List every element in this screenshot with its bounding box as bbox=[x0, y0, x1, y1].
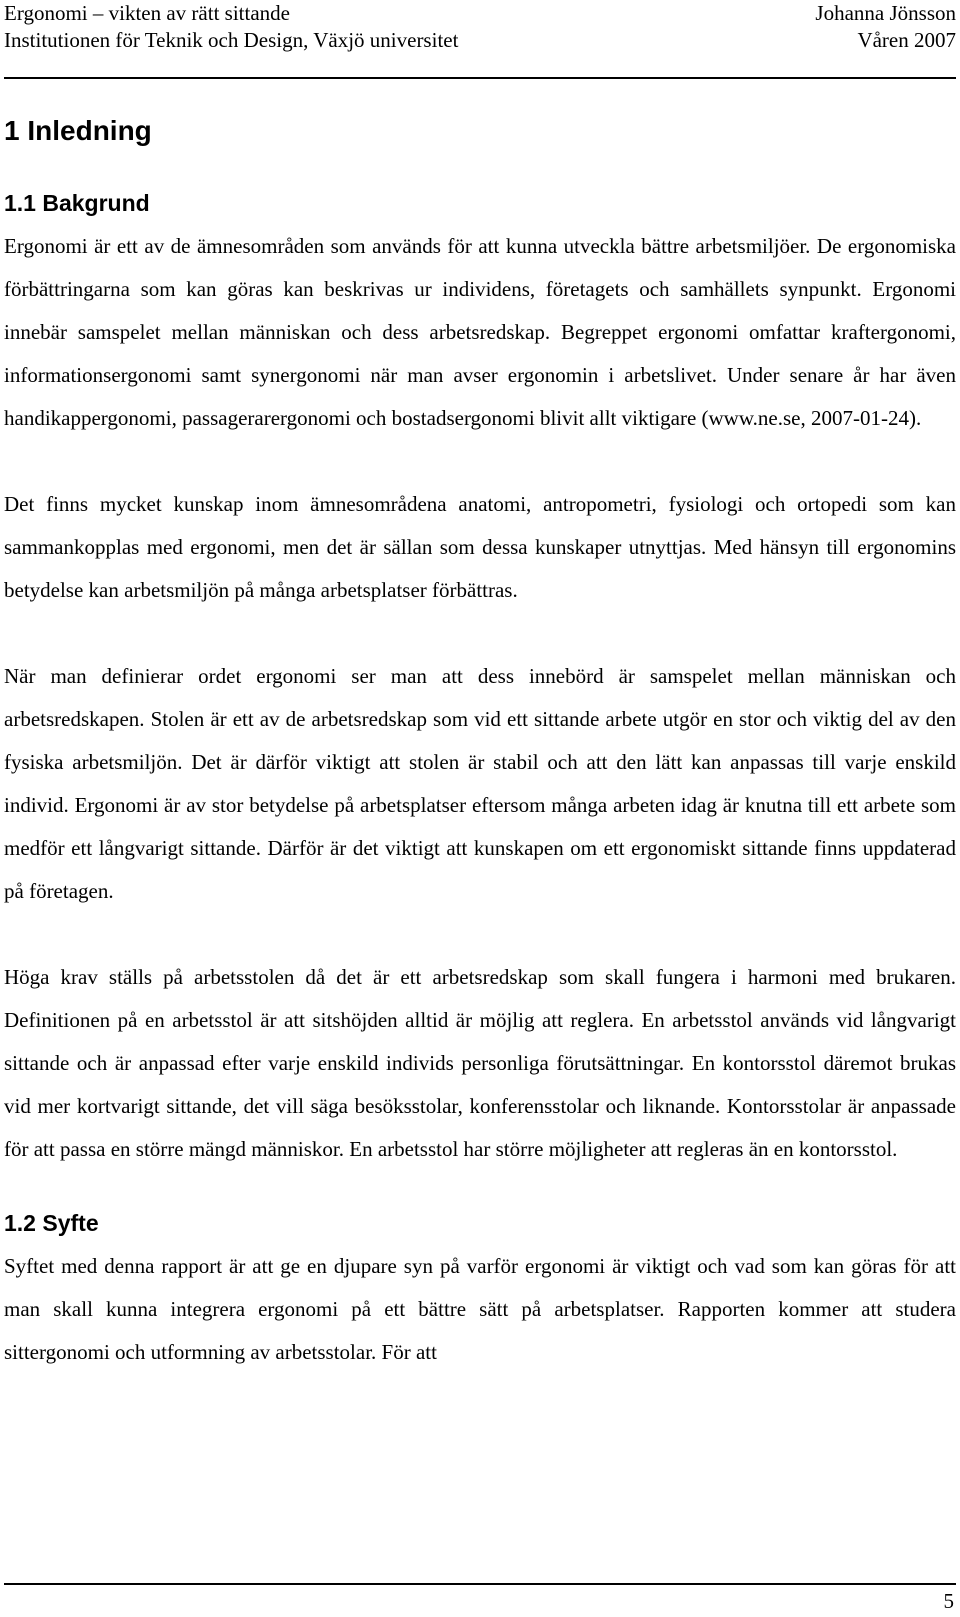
section-heading-syfte: 1.2 Syfte bbox=[4, 1210, 99, 1236]
header-divider bbox=[4, 77, 956, 79]
chapter-heading: 1 Inledning bbox=[4, 115, 152, 146]
section-heading-bakgrund: 1.1 Bakgrund bbox=[4, 190, 150, 216]
institution-name: Institutionen för Teknik och Design, Växjö universitet bbox=[4, 28, 459, 52]
running-header bbox=[4, 0, 956, 54]
page-number: 5 bbox=[943, 1589, 954, 1613]
document-title: Ergonomi – vikten av rätt sittande bbox=[4, 1, 290, 25]
footer-divider bbox=[4, 1583, 956, 1585]
document-author: Johanna Jönsson bbox=[815, 1, 956, 25]
header-row-bottom bbox=[4, 27, 956, 54]
paragraph: När man definierar ordet ergonomi ser man att dess innebörd är samspelet mellan människan och arbetsredskapen. Stolen är ett av de arbetsredskap som vid ett sittande arbete utgör en stor och viktig del av den fysiska arbetsmiljön. Det är därför viktigt att stolen är stabil och att den lätt kan anpassas till varje enskild individ. Ergonomi är av stor betydelse på arbetsplatser eftersom många arbeten idag är knutna till ett arbete som medför ett långvarigt sittande. Därför är det viktigt att kunskapen om ett ergonomiskt sittande finns uppdaterad på företagen. bbox=[4, 664, 956, 903]
paragraph: Höga krav ställs på arbetsstolen då det är ett arbetsredskap som skall fungera i harmoni med brukaren. Definitionen på en arbetsstol är att sitshöjden alltid är möjlig att reglera. En arbetsstol används vid långvarigt sittande och är anpassad efter varje enskild individs personliga förutsättningar. En kontorsstol däremot brukas vid mer kortvarigt sittande, det vill säga besöksstolar, konferensstolar och liknande. Kontorsstolar är anpassade för att passa en större mängd människor. En arbetsstol har större möjligheter att regleras än en kontorsstol. bbox=[4, 965, 956, 1161]
document-term: Våren 2007 bbox=[857, 28, 956, 52]
header-row-top bbox=[4, 0, 956, 27]
paragraph: Syftet med denna rapport är att ge en djupare syn på varför ergonomi är viktigt och vad som kan göras för att man skall kunna integrera ergonomi på ett bättre sätt på arbetsplatser. Rapporten kommer att studera sittergonomi och utformning av arbetsstolar. För att bbox=[4, 1254, 956, 1364]
page-content bbox=[4, 106, 956, 1374]
paragraph: Det finns mycket kunskap inom ämnesområdena anatomi, antropometri, fysiologi och ortopedi som kan sammankopplas med ergonomi, men det är sällan som dessa kunskaper utnyttjas. Med hänsyn till ergonomins betydelse kan arbetsmiljön på många arbetsplatser förbättras. bbox=[4, 492, 956, 602]
paragraph: Ergonomi är ett av de ämnesområden som används för att kunna utveckla bättre arbetsmiljöer. De ergonomiska förbättringarna som kan göras kan beskrivas ur individens, företagets och samhällets synpunkt. Ergonomi innebär samspelet mellan människan och dess arbetsredskap. Begreppet ergonomi omfattar kraftergonomi, informationsergonomi samt synergonomi när man avser ergonomin i arbetslivet. Under senare år har även handikappergonomi, passagerarergonomi och bostadsergonomi blivit allt viktigare (www.ne.se, 2007-01-24). bbox=[4, 234, 956, 430]
